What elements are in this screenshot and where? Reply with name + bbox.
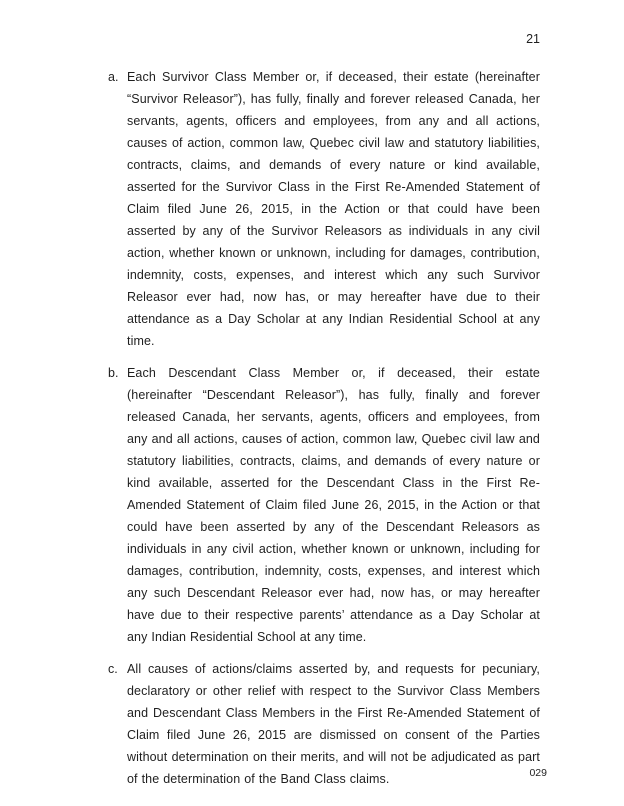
document-body (108, 66, 540, 800)
list-item-a-text: Each Survivor Class Member or, if deceased, their estate (hereinafter “Survivor Releasor”), has fully, finally and forever released Canada, her servants, agents, officers and employees, from any and all actions, causes of action, common law, Quebec civil law and statutory liabilities, contracts, claims, and demands of every nature or kind available, asserted for the Survivor Class in the First Re-Amended Statement of Claim filed June 26, 2015, in the Action or that could have been asserted by any of the Survivor Releasors as individuals in any civil action, whether known or unknown, including for damages, contribution, indemnity, costs, expenses, and interest which any such Survivor Releasor ever had, now has, or may hereafter have due to their attendance as a Day Scholar at any Indian Residential School at any time. (127, 70, 540, 348)
list-item-b (108, 362, 540, 648)
list-item-c-text: All causes of actions/claims asserted by, and requests for pecuniary, declaratory or other relief with respect to the Survivor Class Members and Descendant Class Members in the First Re-Amended Statement of Claim filed June 26, 2015 are dismissed on consent of the Parties without determination on their merits, and will not be adjudicated as part of the determination of the Band Class claims. (127, 662, 540, 786)
list-item-a (108, 66, 540, 352)
list-item-a-label: a. (108, 70, 119, 84)
bates-number: 029 (529, 767, 547, 779)
list-item-c (108, 658, 540, 790)
list-item-c-label: c. (108, 662, 118, 676)
list-item-b-label: b. (108, 366, 119, 380)
page-number: 21 (526, 32, 540, 46)
list-item-b-text: Each Descendant Class Member or, if deceased, their estate (hereinafter “Descendant Releasor”), has fully, finally and forever released Canada, her servants, agents, officers and employees, from any and all actions, causes of action, common law, Quebec civil law and statutory liabilities, contracts, claims, and demands of every nature or kind available, asserted for the Descendant Class in the First Re-Amended Statement of Claim filed June 26, 2015, in the Action or that could have been asserted by any of the Descendant Releasors as individuals in any civil action, whether known or unknown, including for damages, contribution, indemnity, costs, expenses, and interest which any such Descendant Releasor ever had, now has, or may hereafter have due to their respective parents’ attendance as a Day Scholar at any Indian Residential School at any time. (127, 366, 540, 644)
